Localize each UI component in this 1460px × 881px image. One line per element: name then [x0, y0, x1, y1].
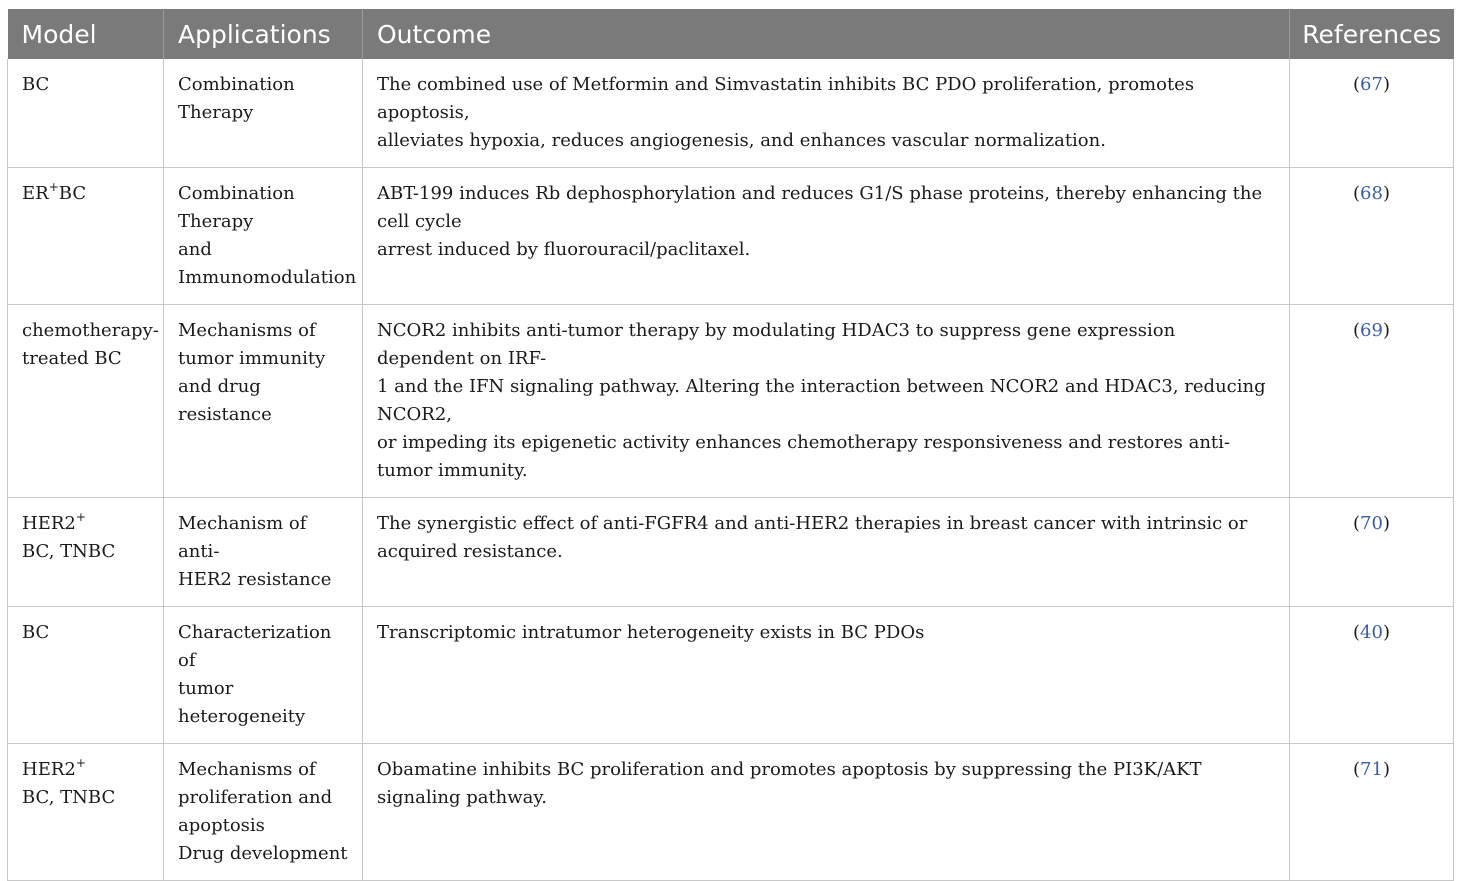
- outcome-text: The synergistic effect of anti-FGFR4 and anti-HER2 therapies in breast cancer with intrinsic or: [377, 513, 1248, 534]
- model-suffix: BC, TNBC: [22, 787, 116, 808]
- outcome-text: 1 and the IFN signaling pathway. Altering the interaction between NCOR2 and HDAC3, reducing NCOR2,: [377, 376, 1266, 425]
- outcome-text: NCOR2 inhibits anti-tumor therapy by modulating HDAC3 to suppress gene expression dependent on IRF-: [377, 320, 1176, 369]
- model-cell: [8, 305, 164, 498]
- applications-text: Drug development: [178, 843, 348, 864]
- model-prefix: ER: [22, 183, 49, 204]
- reference-cell: [1290, 498, 1454, 607]
- applications-cell: [164, 168, 363, 305]
- applications-text: Mechanisms of: [178, 320, 316, 341]
- applications-text: apoptosis: [178, 815, 265, 836]
- model-text: BC: [22, 74, 50, 95]
- table-row: [8, 607, 1454, 744]
- applications-text: Combination: [178, 183, 295, 204]
- outcome-cell: [363, 168, 1290, 305]
- ref-paren-close: ): [1382, 513, 1390, 534]
- data-table: [7, 9, 1454, 881]
- applications-cell: [164, 498, 363, 607]
- header-outcome: Outcome: [363, 9, 1290, 59]
- reference-link[interactable]: 69: [1360, 320, 1383, 341]
- model-text: treated BC: [22, 348, 122, 369]
- outcome-cell: [363, 498, 1290, 607]
- table-body: [8, 59, 1454, 881]
- ref-paren-close: ): [1382, 183, 1390, 204]
- reference-cell: [1290, 305, 1454, 498]
- model-superscript: +: [75, 756, 86, 770]
- reference-link[interactable]: 40: [1360, 622, 1383, 643]
- table-row: [8, 59, 1454, 168]
- model-superscript: +: [48, 180, 59, 194]
- model-cell: [8, 607, 164, 744]
- model-cell: [8, 59, 164, 168]
- model-cell: [8, 744, 164, 881]
- model-suffix: BC: [58, 183, 87, 204]
- outcome-text: arrest induced by fluorouracil/paclitaxel.: [377, 239, 751, 260]
- applications-cell: [164, 607, 363, 744]
- applications-text: Characterization of: [178, 622, 332, 671]
- model-text: chemotherapy-: [22, 320, 159, 341]
- reference-cell: [1290, 59, 1454, 168]
- ref-paren-close: ): [1382, 622, 1390, 643]
- applications-text: tumor: [178, 678, 234, 699]
- reference-cell: [1290, 168, 1454, 305]
- outcome-text: The combined use of Metformin and Simvastatin inhibits BC PDO proliferation, promotes apoptosis,: [377, 74, 1195, 123]
- ref-paren-open: (: [1353, 74, 1361, 95]
- ref-paren-open: (: [1353, 622, 1361, 643]
- ref-paren-open: (: [1353, 759, 1361, 780]
- header-references: References: [1290, 9, 1454, 59]
- header-row: [8, 9, 1454, 59]
- model-cell: [8, 498, 164, 607]
- applications-text: Therapy: [178, 102, 254, 123]
- outcome-text: Obamatine inhibits BC proliferation and promotes apoptosis by suppressing the PI3K/AKT: [377, 759, 1202, 780]
- applications-text: heterogeneity: [178, 706, 306, 727]
- applications-cell: [164, 305, 363, 498]
- outcome-text: tumor immunity.: [377, 460, 528, 481]
- model-superscript: +: [75, 510, 86, 524]
- outcome-cell: [363, 59, 1290, 168]
- table-row: [8, 305, 1454, 498]
- applications-cell: [164, 59, 363, 168]
- outcome-text: alleviates hypoxia, reduces angiogenesis, and enhances vascular normalization.: [377, 130, 1106, 151]
- header-applications: Applications: [164, 9, 363, 59]
- table-row: [8, 168, 1454, 305]
- outcome-text: or impeding its epigenetic activity enhances chemotherapy responsiveness and restores anti-: [377, 432, 1230, 453]
- model-cell: [8, 168, 164, 305]
- ref-paren-open: (: [1353, 183, 1361, 204]
- applications-text: tumor immunity: [178, 348, 326, 369]
- outcome-text: acquired resistance.: [377, 541, 563, 562]
- ref-paren-open: (: [1353, 320, 1361, 341]
- table-container: [7, 9, 1453, 881]
- applications-text: and drug resistance: [178, 376, 272, 425]
- applications-text: Mechanism of anti-: [178, 513, 307, 562]
- applications-text: Therapy: [178, 211, 254, 232]
- applications-text: HER2 resistance: [178, 569, 332, 590]
- reference-link[interactable]: 71: [1360, 759, 1383, 780]
- ref-paren-open: (: [1353, 513, 1361, 534]
- model-prefix: HER2: [22, 759, 76, 780]
- header-model: Model: [8, 9, 164, 59]
- ref-paren-close: ): [1382, 74, 1390, 95]
- reference-cell: [1290, 744, 1454, 881]
- reference-link[interactable]: 67: [1360, 74, 1383, 95]
- model-text: [22, 510, 149, 538]
- applications-text: Combination: [178, 74, 295, 95]
- model-prefix: HER2: [22, 513, 76, 534]
- table-header: [8, 9, 1454, 59]
- applications-text: Immunomodulation: [178, 267, 357, 288]
- outcome-text: Transcriptomic intratumor heterogeneity exists in BC PDOs: [377, 622, 925, 643]
- model-text: [22, 756, 149, 784]
- outcome-cell: [363, 744, 1290, 881]
- ref-paren-close: ): [1382, 320, 1390, 341]
- table-row: [8, 744, 1454, 881]
- reference-link[interactable]: 70: [1360, 513, 1383, 534]
- applications-cell: [164, 744, 363, 881]
- reference-cell: [1290, 607, 1454, 744]
- reference-link[interactable]: 68: [1360, 183, 1383, 204]
- outcome-text: ABT-199 induces Rb dephosphorylation and reduces G1/S phase proteins, thereby enhancing the cell cycle: [377, 183, 1263, 232]
- outcome-cell: [363, 305, 1290, 498]
- applications-text: Mechanisms of: [178, 759, 316, 780]
- applications-text: and: [178, 239, 212, 260]
- model-text: [22, 180, 149, 208]
- model-suffix: BC, TNBC: [22, 541, 116, 562]
- ref-paren-close: ): [1382, 759, 1390, 780]
- applications-text: proliferation and: [178, 787, 333, 808]
- outcome-cell: [363, 607, 1290, 744]
- table-row: [8, 498, 1454, 607]
- model-text: BC: [22, 622, 50, 643]
- outcome-text: signaling pathway.: [377, 787, 547, 808]
